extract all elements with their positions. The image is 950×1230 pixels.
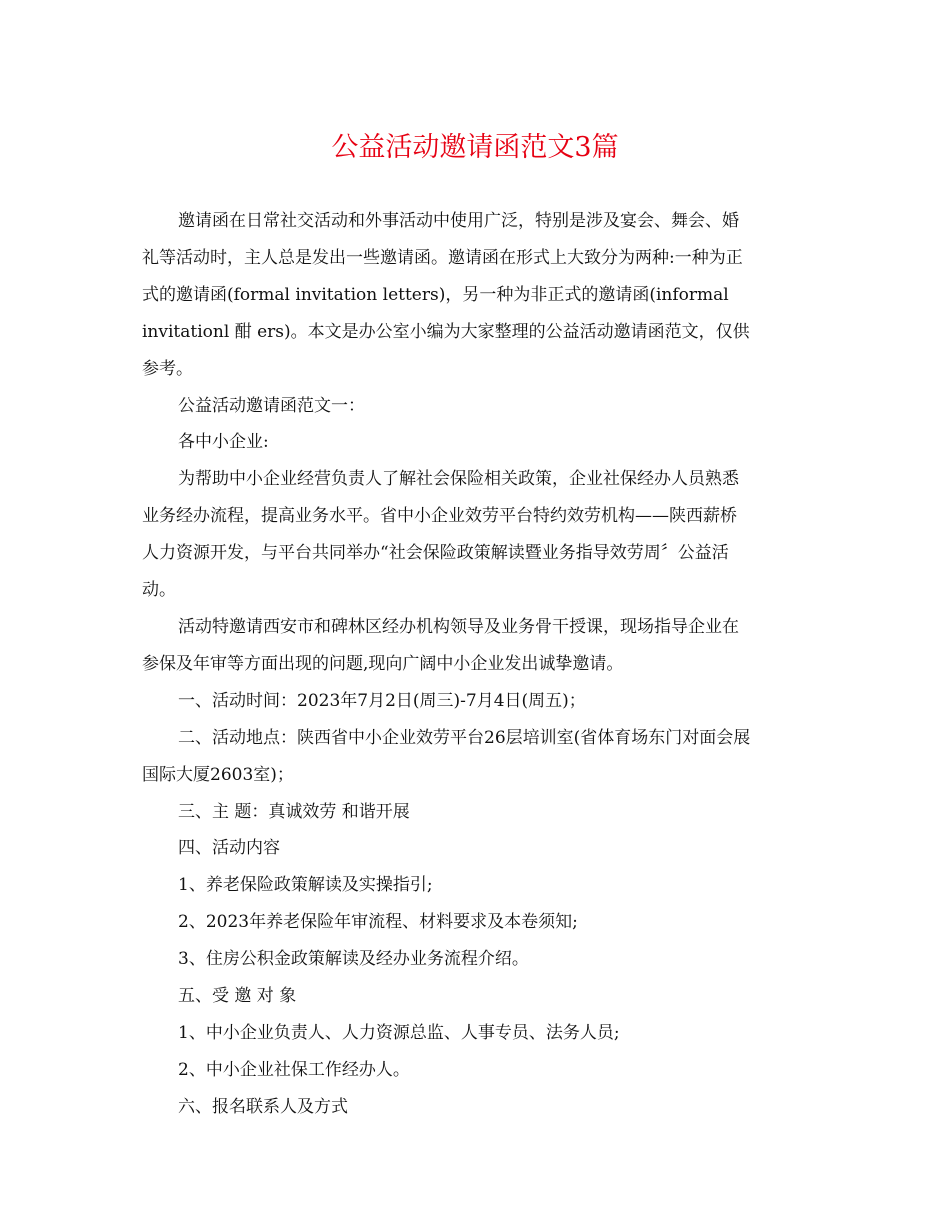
intro-line-4: invitationl 酣 ers)。本文是办公室小编为大家整理的公益活动邀请函范文，仅供	[142, 321, 750, 342]
item-place-line-2: 国际大厦2603室)；	[142, 764, 294, 785]
section-heading: 公益活动邀请函范文一：	[178, 395, 365, 416]
intro-line-3: 式的邀请函(formal invitation letters)，另一种为非正式的邀请函(informal	[142, 284, 729, 305]
item-place-line-1: 二、活动地点：陕西省中小企业效劳平台26层培训室(省体育场东门对面会展	[178, 727, 751, 748]
para2-line-2: 参保及年审等方面出现的问题,现向广阔中小企业发出诚挚邀请。	[142, 653, 624, 674]
item-contact: 六、报名联系人及方式	[178, 1096, 348, 1117]
salutation: 各中小企业:	[178, 432, 269, 453]
content-item-3: 3、住房公积金政策解读及经办业务流程介绍。	[178, 949, 529, 970]
item-invitees: 五、受 邀 对 象	[178, 986, 297, 1007]
para1-line-4: 动。	[142, 580, 176, 601]
item-content: 四、活动内容	[178, 838, 280, 859]
invitee-item-2: 2、中小企业社保工作经办人。	[178, 1059, 410, 1080]
content-item-2: 2、2023年养老保险年审流程、材料要求及本卷须知;	[178, 912, 578, 933]
item-theme: 三、主 题：真诚效劳 和谐开展	[178, 801, 410, 822]
intro-line-2: 礼等活动时，主人总是发出一些邀请函。邀请函在形式上大致分为两种:一种为正	[142, 247, 743, 268]
para1-line-3: 人力资源开发，与平台共同举办“社会保险政策解读暨业务指导效劳周〞公益活	[142, 543, 729, 564]
intro-line-5: 参考。	[142, 358, 193, 379]
para1-line-1: 为帮助中小企业经营负责人了解社会保险相关政策，企业社保经办人员熟悉	[178, 469, 739, 490]
item-time: 一、活动时间：2023年7月2日(周三)-7月4日(周五)；	[178, 690, 586, 711]
content-item-1: 1、养老保险政策解读及实操指引;	[178, 875, 433, 896]
intro-line-1: 邀请函在日常社交活动和外事活动中使用广泛，特别是涉及宴会、舞会、婚	[178, 211, 739, 231]
page-title: 公益活动邀请函范文3篇	[331, 132, 619, 163]
para2-line-1: 活动特邀请西安市和碑林区经办机构领导及业务骨干授课，现场指导企业在	[178, 616, 739, 637]
invitee-item-1: 1、中小企业负责人、人力资源总监、人事专员、法务人员;	[178, 1022, 620, 1043]
document-body	[142, 203, 810, 1126]
para1-line-2: 业务经办流程，提高业务水平。省中小企业效劳平台特约效劳机构——陕西薪桥	[142, 506, 737, 527]
